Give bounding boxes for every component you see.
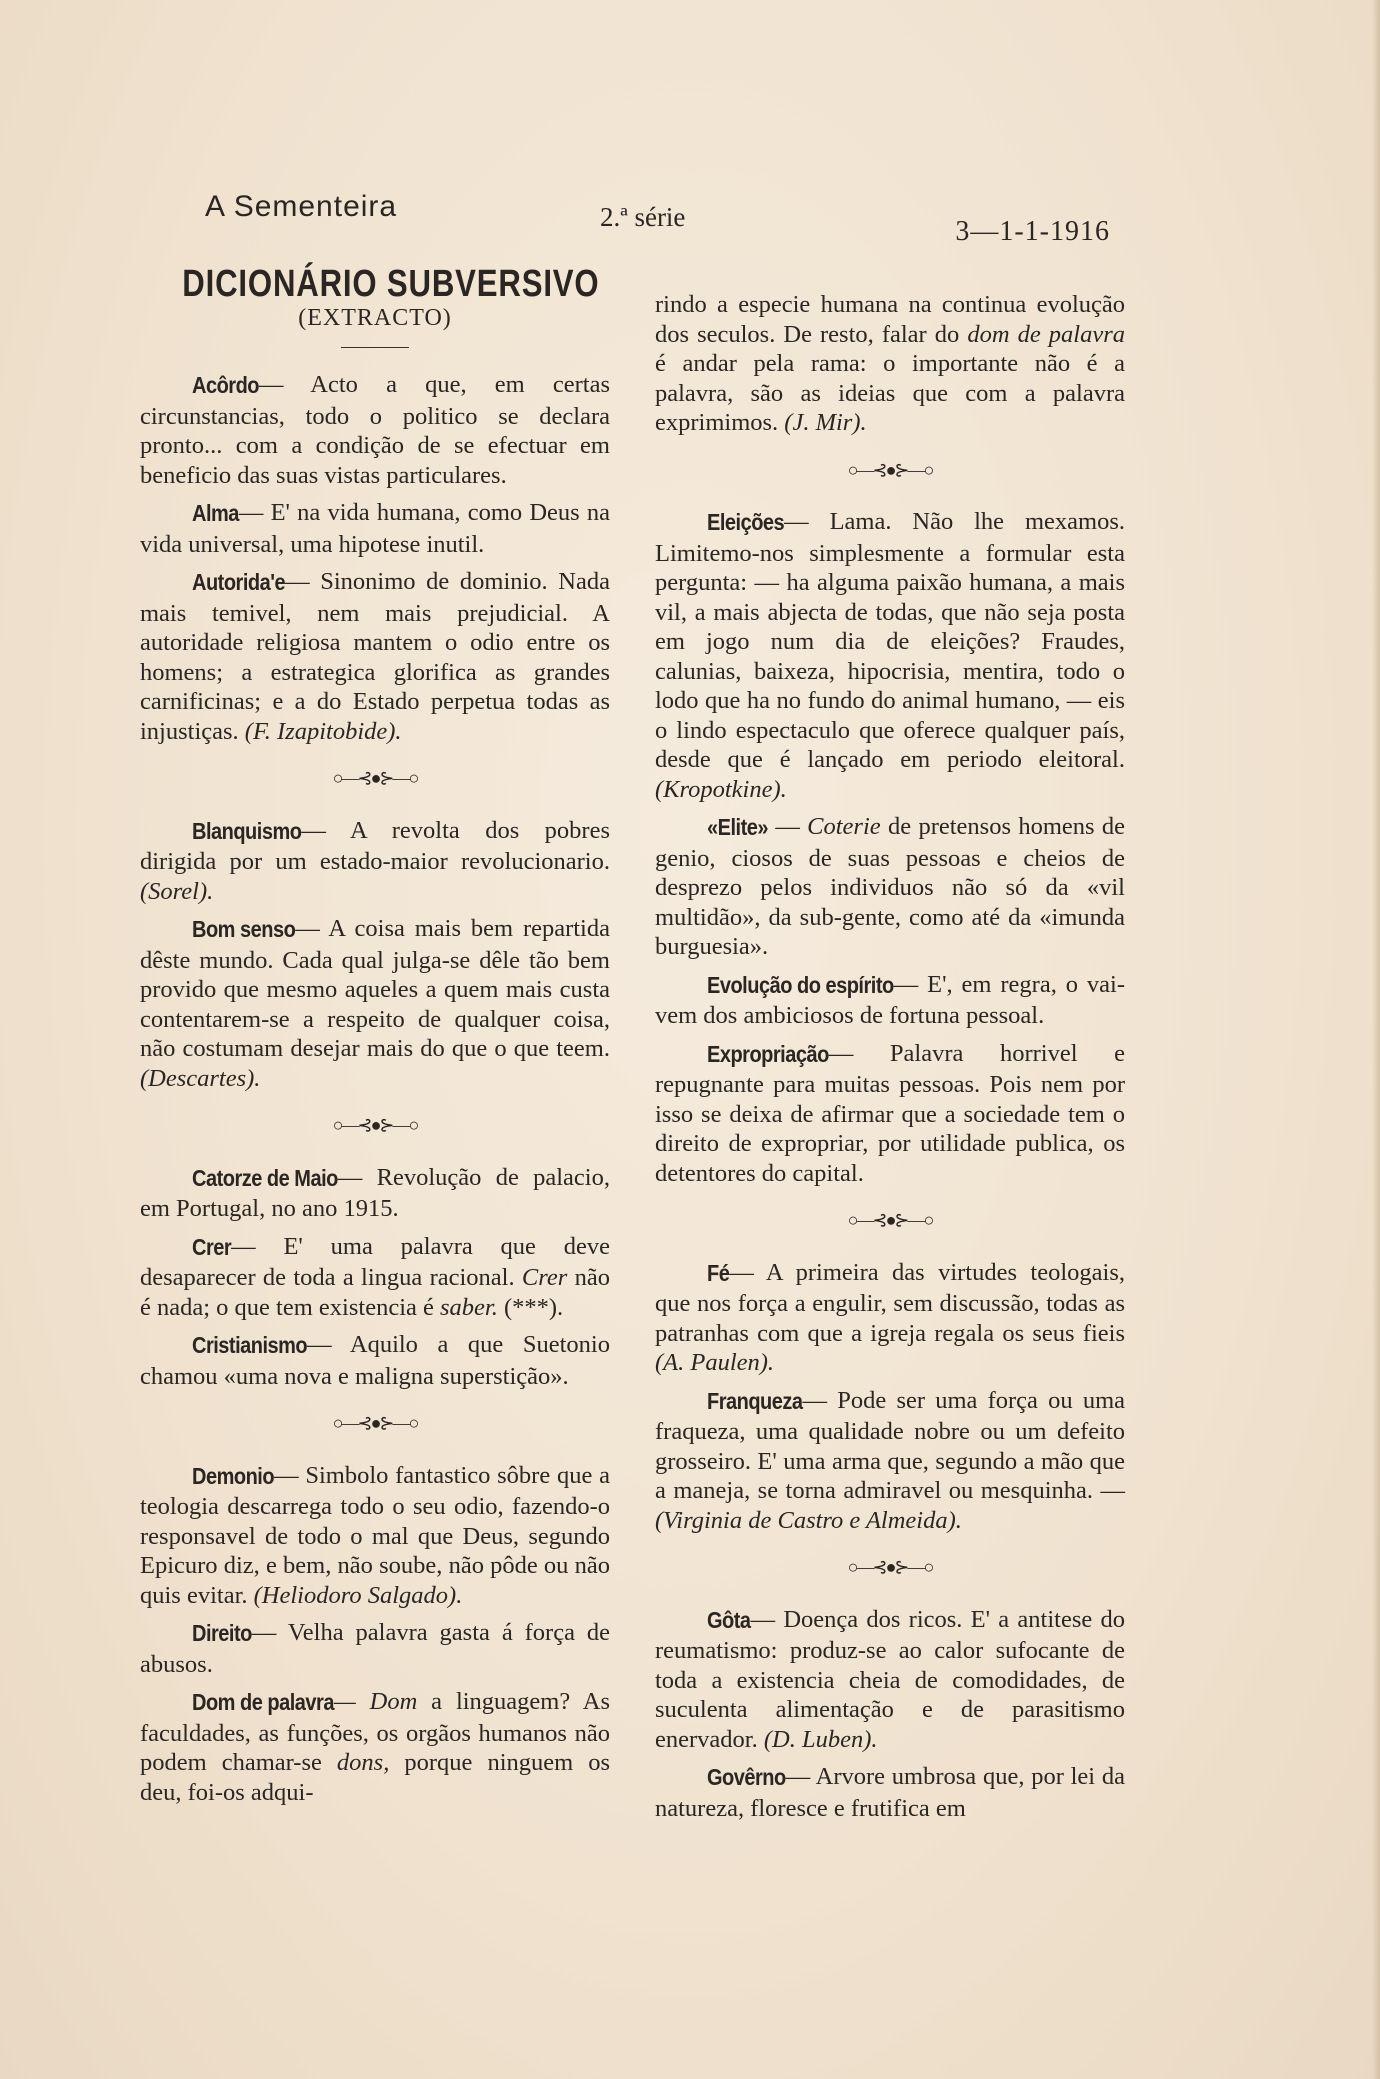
entry-text: — E' uma palavra que deve desaparecer de toda a lingua racional. xyxy=(140,1232,610,1291)
entry-dom-de-palavra xyxy=(140,1687,610,1807)
entry-term: Franqueza xyxy=(707,1388,803,1415)
entry-source: (Kropotkine). xyxy=(655,775,787,803)
entry-franqueza xyxy=(655,1386,1125,1536)
entry-text: é andar pela rama: o importante não é a palavra, são as ideias que com a palavra exprimimos. xyxy=(655,350,1125,436)
entry-text: — xyxy=(767,813,808,840)
entry-source: (D. Luben). xyxy=(763,1725,878,1753)
entry-crer xyxy=(140,1232,610,1323)
entry-text: — Sinonimo de dominio. Nada mais temivel, nem mais prejudicial. A autoridade religiosa mantem o odio entre os homens; a estrategica glorifica as grandes carnificinas; e a do Estado perpetua todas as injustiças. xyxy=(140,568,610,745)
page-edge-shadow xyxy=(1372,0,1380,2079)
entry-expropriacao xyxy=(655,1039,1125,1189)
entry-text: não é nada; o que tem existencia é xyxy=(140,1264,610,1321)
entry-term: Cristianismo xyxy=(192,1333,308,1359)
entry-term: Blanquismo xyxy=(192,818,302,845)
entry-text: — Velha palavra gasta á força de abusos. xyxy=(140,1619,610,1678)
entry-text: — Palavra horrivel e repugnante para muitas pessoas. Pois nem por isso se deixa de afirmar que a sociedade tem o direito de expropriar, por utilidade publica, os detentores do capital. xyxy=(655,1039,1125,1187)
series-label: 2.ª série xyxy=(600,202,686,232)
entry-autoridade xyxy=(140,567,610,746)
section-ornament: ○—⊰●⊱—○ xyxy=(332,768,418,788)
entry-text: — E', em regra, o vai-vem dos ambiciosos de fortuna pessoal. xyxy=(655,970,1125,1029)
entry-alma xyxy=(140,498,610,559)
entry-dom-de-palavra-continued xyxy=(655,290,1125,438)
entry-text: — Arvore umbrosa que, por lei da natureza, floresce e frutifica em xyxy=(655,1763,1125,1822)
entry-elite xyxy=(655,812,1125,962)
entry-text: — Lama. Não lhe mexamos. Limitemo-nos simplesmente a formular esta pergunta: — ha alguma paixão humana, a mais vil, a mais abjecta de todas, que não seja posta em jogo num dia de eleições? Fraudes, calunias, baixeza, hipocrisia, mentira, todo o lodo que ha no fundo do animal humano, — eis o lindo espectaculo que oferece qualquer país, desde que é lançado em periodo eleitoral. xyxy=(655,508,1125,773)
entry-italic: dom de palavra xyxy=(967,320,1125,348)
entry-text: — Aquilo a que Suetonio chamou «uma nova e maligna superstição». xyxy=(140,1331,610,1390)
entry-text: — A primeira das virtudes teologais, que nos força a engulir, sem discussão, todas as patranhas com que a igreja regala os seus fieis xyxy=(655,1258,1125,1347)
entry-source: (Heliodoro Salgado). xyxy=(253,1581,463,1609)
entry-italic: Coterie xyxy=(807,813,881,840)
entry-acordo xyxy=(140,370,610,490)
page-header xyxy=(205,190,1110,250)
entry-text: porque ninguem os deu, foi-os adqui- xyxy=(140,1749,610,1806)
entry-term: Acôrdo xyxy=(192,373,259,399)
entry-text: a linguagem? As faculdades, as funções, os orgãos humanos não podem chamar-se xyxy=(140,1688,611,1776)
entry-italic: — Dom xyxy=(333,1688,418,1715)
publication-title: A Sementeira xyxy=(205,190,398,223)
entry-source: (J. Mir). xyxy=(784,409,867,436)
entry-blanquismo xyxy=(140,816,610,907)
issue-date: 3—1-1-1916 xyxy=(955,216,1110,247)
entry-direito xyxy=(140,1618,610,1679)
entry-term: Bom senso xyxy=(192,917,296,943)
entry-italic: Crer xyxy=(521,1264,568,1291)
section-ornament: ○—⊰●⊱—○ xyxy=(847,1557,933,1577)
entry-term: Evolução do espírito xyxy=(707,972,894,999)
entry-evolucao-do-espirito xyxy=(655,970,1125,1031)
entry-gota xyxy=(655,1605,1125,1755)
title-rule xyxy=(341,347,409,348)
entry-italic: saber. xyxy=(440,1293,498,1321)
entry-term: Alma xyxy=(192,501,239,527)
section-ornament: ○—⊰●⊱—○ xyxy=(332,1413,418,1433)
entry-term: Direito xyxy=(192,1621,252,1647)
entry-text: — Acto a que, em certas circunstancias, todo o politico se declara pronto... com a condição de se efectuar em beneficio das suas vistas particulares. xyxy=(140,371,610,489)
left-column xyxy=(140,263,611,1815)
entry-source: (Virginia de Castro e Almeida). xyxy=(655,1506,962,1534)
entry-term: Govêrno xyxy=(707,1765,786,1791)
entry-fe xyxy=(655,1258,1125,1378)
entry-text: rindo a especie humana na continua evolução dos seculos. De resto, falar do xyxy=(655,291,1125,348)
section-ornament: ○—⊰●⊱—○ xyxy=(847,1210,933,1230)
section-ornament: ○—⊰●⊱—○ xyxy=(847,459,933,480)
entry-text: — Simbolo fantastico sôbre que a teologia descarrega todo o seu odio, fazendo-o responsavel de todo o mal que Deus, segundo Epicuro diz, e bem, não soube, não pôde ou não quis evitar. xyxy=(140,1461,610,1609)
entry-term: Catorze de Maio xyxy=(192,1165,338,1192)
entry-text: — A coisa mais bem repartida dêste mundo. Cada qual julga-se dêle tão bem provido que mesmo aqueles a quem mais custa contentarem-se a respeito de qualquer coisa, não costumam desejar mais do que o que teem. xyxy=(140,915,610,1062)
entry-text: — Doença dos ricos. E' a antitese do reumatismo: produz-se ao calor sufocante de toda a existencia cheia de comodidades, de suculenta alimentação e de parasitismo enervador. xyxy=(655,1605,1125,1753)
entry-source: (Descartes). xyxy=(140,1064,261,1092)
entry-term: Gôta xyxy=(707,1607,751,1634)
entry-bom-senso xyxy=(140,914,610,1093)
entry-term: Eleições xyxy=(707,510,785,536)
entry-term: Demonio xyxy=(192,1463,275,1490)
entry-source: (Sorel). xyxy=(140,877,214,905)
section-ornament: ○—⊰●⊱—○ xyxy=(332,1115,418,1135)
entry-italic: dons, xyxy=(336,1749,390,1776)
entry-term: Autorida'e xyxy=(192,570,286,596)
right-column xyxy=(655,290,1125,1831)
dictionary-title: DICIONÁRIO SUBVERSIVO xyxy=(182,263,600,305)
entry-term: Dom de palavra xyxy=(192,1690,334,1716)
dictionary-subtitle: (EXTRACTO) xyxy=(298,304,452,331)
entry-term: Expropriação xyxy=(707,1041,829,1068)
entry-source: (A. Paulen). xyxy=(655,1349,775,1376)
entry-text: (***). xyxy=(497,1293,564,1321)
entry-text: — Revolução de palacio, em Portugal, no ano 1915. xyxy=(140,1163,610,1222)
entry-text: — A revolta dos pobres dirigida por um estado-maior revolucionario. xyxy=(140,816,610,875)
entry-cristianismo xyxy=(140,1330,610,1391)
entry-text: de pretensos homens de genio, ciosos de suas pessoas e cheios de desprezo pelos individuos não só da «vil multidão», da sub-gente, como até da «imunda burguesia». xyxy=(655,813,1125,960)
entry-text: — E' na vida humana, como Deus na vida universal, uma hipotese inutil. xyxy=(140,499,610,558)
entry-term: Fé xyxy=(707,1260,730,1287)
entry-term: Crer xyxy=(192,1234,232,1261)
entry-demonio xyxy=(140,1461,610,1611)
entry-catorze-de-maio xyxy=(140,1163,610,1224)
entry-term: «Elite» xyxy=(707,815,768,841)
entry-governo xyxy=(655,1762,1125,1823)
entry-source: (F. Izapitobide). xyxy=(244,717,402,745)
entry-text: — Pode ser uma força ou uma fraqueza, uma qualidade nobre ou um defeito grosseiro. E' uma arma que, segundo a mão que a maneja, se torna admiravel ou mesquinha. — xyxy=(655,1386,1125,1504)
entry-eleicoes xyxy=(655,507,1125,804)
